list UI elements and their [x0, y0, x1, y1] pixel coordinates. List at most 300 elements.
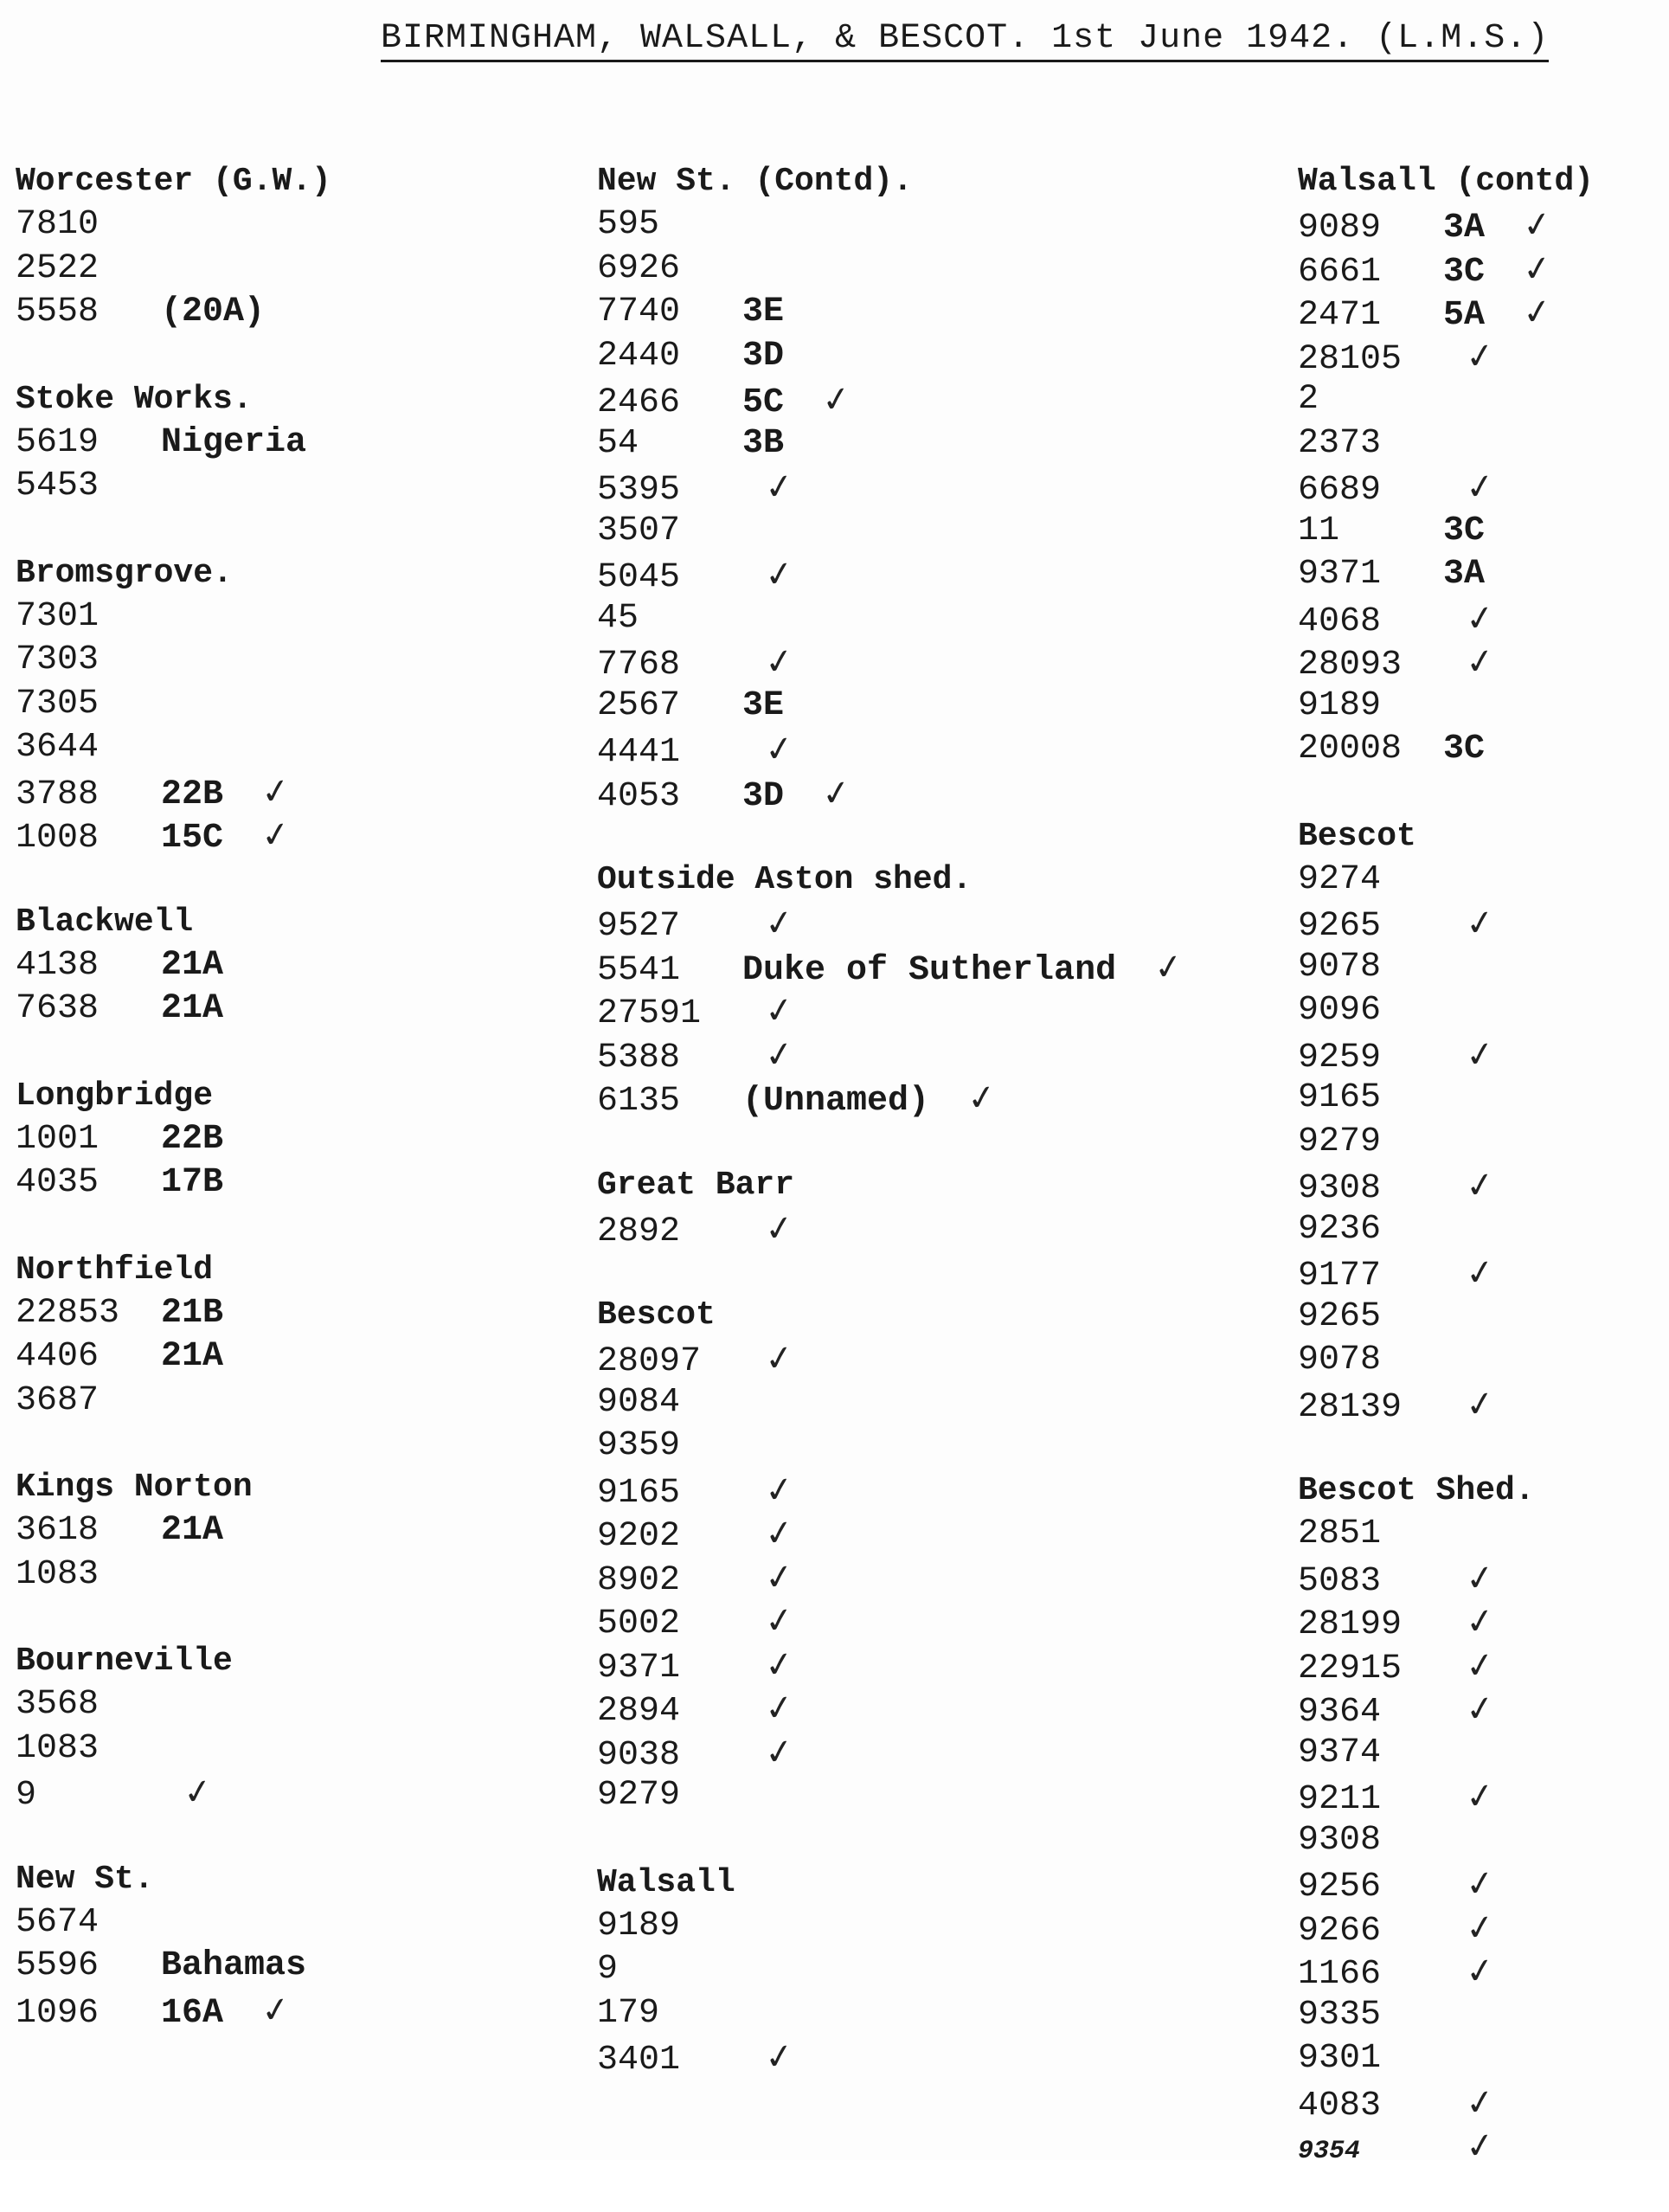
loco-number: 9371 — [597, 1648, 681, 1688]
loco-note: 22B — [161, 1119, 224, 1159]
loco-entry — [1298, 1600, 1661, 1644]
loco-entry — [597, 685, 1185, 729]
loco-entry — [16, 1509, 500, 1553]
loco-entry — [597, 1905, 1185, 1949]
checkmark-icon: ✓ — [1462, 1949, 1498, 1994]
loco-number: 7305 — [16, 684, 99, 723]
location-section — [16, 1858, 500, 2033]
loco-number: 45 — [597, 598, 639, 638]
location-section — [597, 1164, 1185, 1251]
loco-entry — [16, 595, 500, 640]
loco-number: 2373 — [1298, 423, 1382, 463]
location-heading: Longbridge — [16, 1077, 214, 1115]
loco-number: 8902 — [597, 1560, 681, 1600]
loco-note: 21B — [161, 1293, 224, 1333]
loco-entry — [16, 1683, 500, 1727]
loco-number: 2522 — [16, 248, 99, 288]
loco-number: 5083 — [1298, 1561, 1382, 1601]
loco-number: 3687 — [16, 1380, 99, 1420]
loco-number: 6135 — [597, 1082, 681, 1121]
loco-number: 2892 — [597, 1212, 681, 1251]
loco-entry — [1298, 378, 1661, 422]
loco-number: 5541 — [597, 950, 681, 990]
checkmark-icon: ✓ — [761, 901, 797, 946]
loco-number: 9211 — [1298, 1780, 1382, 1819]
loco-number: 20008 — [1298, 730, 1403, 768]
loco-number: 3507 — [597, 511, 681, 550]
loco-number: 3644 — [16, 728, 99, 767]
checkmark-icon: ✓ — [761, 1468, 797, 1512]
loco-entry — [1298, 858, 1661, 903]
location-section — [597, 1294, 1185, 1818]
loco-entry — [597, 1512, 1185, 1556]
loco-entry — [16, 1989, 500, 2033]
loco-entry — [16, 770, 500, 814]
loco-entry — [597, 1599, 1185, 1643]
loco-entry — [1298, 1775, 1661, 1819]
location-heading: New St. (Contd). — [597, 163, 913, 200]
loco-number: 4083 — [1298, 2086, 1382, 2125]
loco-number: 9301 — [1298, 2039, 1382, 2078]
loco-number: 9236 — [1298, 1209, 1382, 1249]
location-heading: Great Barr — [597, 1166, 795, 1204]
location-section — [597, 858, 1185, 1121]
checkmark-icon: ✓ — [1462, 1862, 1498, 1907]
loco-entry — [597, 728, 1185, 772]
loco-note: 5A — [1443, 296, 1486, 335]
loco-entry — [16, 1292, 500, 1336]
checkmark-icon: ✓ — [761, 1206, 797, 1251]
checkmark-icon: ✓ — [1462, 1556, 1498, 1600]
loco-entry — [16, 465, 500, 509]
loco-number: 5619 — [16, 422, 99, 462]
loco-number: 9274 — [1298, 859, 1382, 899]
loco-number: 6661 — [1298, 252, 1382, 292]
loco-number: 9265 — [1298, 907, 1382, 946]
loco-entry — [1298, 728, 1661, 772]
location-heading: Bourneville — [16, 1643, 233, 1680]
loco-entry — [1298, 1251, 1661, 1296]
loco-note: 3E — [742, 293, 785, 331]
checkmark-icon: ✓ — [818, 771, 854, 815]
loco-entry — [1298, 1732, 1661, 1776]
loco-entry — [16, 1161, 500, 1206]
loco-number: 1166 — [1298, 1955, 1382, 1994]
loco-number: 28097 — [597, 1342, 702, 1381]
loco-entry — [1298, 291, 1661, 335]
loco-entry — [1298, 2037, 1661, 2081]
loco-entry — [597, 1731, 1185, 1775]
loco-entry — [597, 772, 1185, 816]
loco-entry — [597, 1992, 1185, 2036]
loco-note: 3D — [742, 336, 785, 376]
loco-entry — [597, 640, 1185, 685]
location-heading: Outside Aston shed. — [597, 861, 973, 898]
loco-number: 28139 — [1298, 1387, 1403, 1427]
loco-number: 9089 — [1298, 209, 1382, 248]
loco-entry — [597, 1469, 1185, 1513]
checkmark-icon: ✓ — [761, 552, 797, 597]
loco-entry — [1298, 1383, 1661, 1427]
loco-number: 9259 — [1298, 1038, 1382, 1077]
location-section — [16, 1640, 500, 1815]
checkmark-icon: ✓ — [180, 1770, 215, 1815]
loco-note: 21A — [161, 1337, 224, 1376]
loco-entry — [16, 291, 500, 335]
loco-number: 9364 — [1298, 1693, 1382, 1732]
loco-number: 4053 — [597, 776, 681, 816]
loco-entry — [16, 1727, 500, 1772]
loco-entry — [1298, 1688, 1661, 1732]
loco-note: 21A — [161, 1511, 224, 1550]
loco-number: 5674 — [16, 1902, 99, 1942]
loco-entry — [1298, 1164, 1661, 1208]
location-section — [1298, 160, 1661, 772]
checkmark-icon: ✓ — [1462, 596, 1498, 640]
loco-number: 27591 — [597, 994, 702, 1033]
loco-number: 5395 — [597, 471, 681, 510]
location-section — [597, 1862, 1185, 2080]
checkmark-icon: ✓ — [761, 1555, 797, 1599]
loco-note: 17B — [161, 1163, 224, 1202]
loco-entry — [597, 378, 1185, 422]
loco-entry — [1298, 203, 1661, 248]
loco-entry — [597, 1687, 1185, 1731]
loco-note: 22B — [161, 775, 224, 814]
loco-entry — [1298, 685, 1661, 729]
loco-entry — [1298, 902, 1661, 946]
location-heading: Walsall (contd) — [1298, 163, 1595, 200]
loco-entry — [1298, 2125, 1661, 2169]
checkmark-icon: ✓ — [761, 1643, 797, 1687]
loco-note: Nigeria — [161, 422, 307, 462]
loco-number: 9165 — [597, 1473, 681, 1513]
location-section — [16, 901, 500, 1032]
loco-note: (20A) — [161, 293, 266, 331]
loco-note: 3C — [1443, 252, 1486, 292]
loco-entry — [597, 597, 1185, 641]
loco-number: 5388 — [597, 1038, 681, 1077]
location-section — [16, 552, 500, 858]
loco-number: 1083 — [16, 1728, 99, 1768]
loco-entry — [597, 291, 1185, 335]
checkmark-icon: ✓ — [761, 1336, 797, 1381]
loco-entry — [1298, 1557, 1661, 1601]
column-3 — [1298, 160, 1661, 2212]
loco-note: 3C — [1443, 730, 1486, 768]
location-section — [16, 1249, 500, 1424]
loco-note: Bahamas — [161, 1946, 307, 1985]
loco-entry — [597, 248, 1185, 292]
loco-number: 4035 — [16, 1163, 99, 1202]
loco-number: 3568 — [16, 1685, 99, 1724]
page-title: BIRMINGHAM, WALSALL, & BESCOT. 1st June 1942. (L.M.S.) — [381, 19, 1549, 62]
loco-number: 9189 — [597, 1906, 681, 1945]
loco-number: 9084 — [597, 1382, 681, 1422]
location-heading: Worcester (G.W.) — [16, 163, 331, 200]
checkmark-icon: ✓ — [761, 1032, 797, 1077]
loco-entry — [597, 1556, 1185, 1600]
loco-entry — [597, 1033, 1185, 1077]
loco-entry — [597, 2035, 1185, 2080]
checkmark-icon: ✓ — [1462, 1643, 1498, 1688]
loco-number: 3618 — [16, 1511, 99, 1550]
loco-note: 3E — [742, 685, 785, 725]
checkmark-icon: ✓ — [1462, 1599, 1498, 1644]
loco-number: 1008 — [16, 819, 99, 858]
loco-note: 21A — [161, 989, 224, 1028]
loco-number: 9335 — [1298, 1995, 1382, 2035]
loco-number: 2 — [1298, 380, 1319, 419]
loco-number: 7303 — [16, 640, 99, 679]
checkmark-icon: ✓ — [761, 727, 797, 772]
loco-number: 28105 — [1298, 339, 1403, 379]
loco-number: 6926 — [597, 248, 681, 288]
loco-number: 9279 — [1298, 1122, 1382, 1161]
checkmark-icon: ✓ — [818, 377, 854, 422]
checkmark-icon: ✓ — [1462, 1163, 1498, 1208]
checkmark-icon: ✓ — [1462, 334, 1498, 378]
loco-number: 9 — [16, 1776, 37, 1815]
loco-entry — [16, 1553, 500, 1598]
loco-entry — [597, 422, 1185, 466]
loco-entry — [1298, 553, 1661, 597]
loco-number: 5453 — [16, 466, 99, 505]
checkmark-icon: ✓ — [1462, 1774, 1498, 1819]
checkmark-icon: ✓ — [1462, 1382, 1498, 1426]
location-heading: Blackwell — [16, 903, 194, 941]
loco-number: 3401 — [597, 2041, 681, 2080]
loco-entry — [597, 553, 1185, 597]
loco-number: 9202 — [597, 1517, 681, 1556]
loco-number: 7810 — [16, 205, 99, 244]
loco-number: 5558 — [16, 293, 99, 331]
loco-entry — [1298, 466, 1661, 510]
checkmark-icon: ✓ — [1519, 203, 1555, 248]
loco-number: 9374 — [1298, 1733, 1382, 1772]
checkmark-icon: ✓ — [1462, 1906, 1498, 1950]
loco-entry — [16, 1901, 500, 1945]
loco-number: 4068 — [1298, 601, 1382, 641]
loco-number: 28093 — [1298, 646, 1403, 685]
loco-number: 1001 — [16, 1119, 99, 1159]
checkmark-icon: ✓ — [964, 1076, 999, 1121]
loco-entry — [16, 421, 500, 466]
checkmark-icon: ✓ — [258, 1988, 293, 2032]
loco-note: 21A — [161, 945, 224, 985]
loco-entry — [1298, 1994, 1661, 2038]
loco-number: 9308 — [1298, 1820, 1382, 1860]
loco-entry — [1298, 640, 1661, 685]
loco-entry — [597, 1337, 1185, 1381]
loco-entry — [1298, 597, 1661, 641]
loco-entry — [16, 683, 500, 727]
loco-entry — [1298, 248, 1661, 292]
loco-number: 2440 — [597, 336, 681, 376]
loco-note: 3B — [742, 423, 785, 463]
loco-entry — [1298, 1077, 1661, 1121]
loco-entry — [16, 1118, 500, 1162]
loco-number: 9265 — [1298, 1296, 1382, 1336]
loco-entry — [16, 1379, 500, 1424]
loco-entry — [1298, 1862, 1661, 1907]
loco-number: 9527 — [597, 907, 681, 946]
location-heading: Walsall — [597, 1863, 735, 1901]
loco-note: 5C — [742, 383, 785, 422]
loco-entry — [1298, 1907, 1661, 1951]
loco-number: 5596 — [16, 1946, 99, 1985]
loco-number: 11 — [1298, 511, 1340, 550]
loco-number: 2466 — [597, 383, 681, 422]
loco-entry — [597, 1207, 1185, 1251]
checkmark-icon: ✓ — [761, 1598, 797, 1643]
checkmark-icon: ✓ — [1462, 640, 1498, 685]
loco-note: 3D — [742, 776, 785, 816]
loco-number: 1083 — [16, 1554, 99, 1594]
checkmark-icon: ✓ — [1519, 290, 1555, 335]
loco-entry — [1298, 1208, 1661, 1252]
loco-number: 22853 — [16, 1293, 120, 1333]
loco-note: 3A — [1443, 555, 1486, 594]
checkmark-icon: ✓ — [1152, 945, 1186, 989]
location-section — [597, 160, 1185, 815]
loco-number: 2471 — [1298, 296, 1382, 335]
checkmark-icon: ✓ — [258, 769, 293, 813]
loco-number: 7638 — [16, 989, 99, 1028]
loco-number: 7768 — [597, 646, 681, 685]
loco-entry — [1298, 989, 1661, 1033]
location-heading: Bescot Shed. — [1298, 1472, 1535, 1509]
loco-number: 9279 — [597, 1776, 681, 1815]
loco-entry — [1298, 1339, 1661, 1383]
loco-number: 595 — [597, 205, 660, 244]
checkmark-icon: ✓ — [1462, 465, 1498, 510]
loco-entry — [16, 1945, 500, 1989]
loco-entry — [1298, 946, 1661, 990]
checkmark-icon: ✓ — [761, 465, 797, 510]
loco-number: 4441 — [597, 733, 681, 772]
loco-entry — [1298, 1644, 1661, 1688]
loco-note: 3A — [1443, 209, 1486, 248]
location-section — [16, 160, 500, 335]
loco-entry — [597, 1381, 1185, 1425]
loco-number: 9308 — [1298, 1169, 1382, 1208]
loco-note: (Unnamed) — [742, 1082, 930, 1121]
loco-entry — [16, 726, 500, 770]
loco-entry — [1298, 335, 1661, 379]
checkmark-icon: ✓ — [1462, 1687, 1498, 1732]
loco-number: 4406 — [16, 1337, 99, 1376]
location-heading: Bescot — [597, 1296, 716, 1334]
loco-entry — [597, 203, 1185, 248]
location-heading: Bescot — [1298, 817, 1416, 855]
loco-entry — [16, 1335, 500, 1379]
loco-number: 9256 — [1298, 1868, 1382, 1907]
loco-number: 9038 — [597, 1735, 681, 1775]
loco-note: 3C — [1443, 511, 1486, 550]
loco-entry — [597, 1948, 1185, 1992]
loco-number: 5045 — [597, 558, 681, 597]
checkmark-icon: ✓ — [1462, 2124, 1498, 2169]
loco-entry — [597, 466, 1185, 510]
column-2 — [597, 160, 1185, 2123]
column-1 — [16, 160, 500, 2075]
checkmark-icon: ✓ — [1462, 2080, 1498, 2125]
loco-entry — [16, 203, 500, 248]
loco-number: 28199 — [1298, 1605, 1403, 1644]
loco-entry — [1298, 1033, 1661, 1077]
loco-entry — [16, 1771, 500, 1815]
loco-note: Duke of Sutherland — [742, 950, 1117, 990]
loco-entry — [1298, 1819, 1661, 1863]
loco-number: 4138 — [16, 945, 99, 985]
loco-entry — [597, 510, 1185, 554]
location-section — [16, 1466, 500, 1597]
loco-number: 2894 — [597, 1692, 681, 1731]
loco-entry — [16, 639, 500, 683]
loco-number: 5002 — [597, 1604, 681, 1643]
loco-number: 22915 — [1298, 1649, 1403, 1688]
loco-number: 9096 — [1298, 991, 1382, 1030]
loco-entry — [597, 902, 1185, 946]
loco-number: 9354 — [1298, 2137, 1361, 2166]
loco-number: 9177 — [1298, 1257, 1382, 1296]
loco-number: 9078 — [1298, 1341, 1382, 1379]
loco-entry — [16, 813, 500, 858]
checkmark-icon: ✓ — [761, 1686, 797, 1731]
location-heading: New St. — [16, 1860, 154, 1898]
checkmark-icon: ✓ — [761, 988, 797, 1033]
loco-entry — [597, 1424, 1185, 1469]
loco-entry — [1298, 1513, 1661, 1557]
loco-number: 9 — [597, 1950, 619, 1989]
loco-entry — [16, 248, 500, 292]
checkmark-icon: ✓ — [761, 2035, 797, 2080]
loco-number: 2851 — [1298, 1514, 1382, 1553]
checkmark-icon: ✓ — [1519, 247, 1555, 291]
loco-entry — [597, 989, 1185, 1033]
loco-number: 9078 — [1298, 947, 1382, 987]
loco-entry — [1298, 422, 1661, 466]
loco-entry — [1298, 1950, 1661, 1994]
loco-entry — [1298, 1121, 1661, 1165]
loco-number: 3788 — [16, 775, 99, 814]
location-heading: Northfield — [16, 1251, 214, 1289]
loco-note: 16A — [161, 1993, 224, 2033]
loco-entry — [597, 1077, 1185, 1121]
loco-entry — [16, 944, 500, 988]
loco-number: 54 — [597, 423, 639, 463]
loco-number: 2567 — [597, 685, 681, 725]
loco-number: 6689 — [1298, 471, 1382, 510]
checkmark-icon: ✓ — [761, 640, 797, 685]
loco-number: 1096 — [16, 1993, 99, 2033]
loco-note: 15C — [161, 819, 224, 858]
loco-number: 9371 — [1298, 555, 1382, 594]
loco-number: 9359 — [597, 1426, 681, 1465]
loco-number: 7740 — [597, 293, 681, 331]
loco-entry — [597, 1774, 1185, 1818]
location-section — [1298, 815, 1661, 1427]
loco-number: 9189 — [1298, 685, 1382, 725]
checkmark-icon: ✓ — [761, 1730, 797, 1774]
loco-entry — [1298, 510, 1661, 554]
location-heading: Bromsgrove. — [16, 554, 233, 592]
loco-entry — [597, 1643, 1185, 1688]
location-section — [16, 1075, 500, 1206]
loco-entry — [597, 946, 1185, 990]
checkmark-icon: ✓ — [258, 813, 293, 858]
